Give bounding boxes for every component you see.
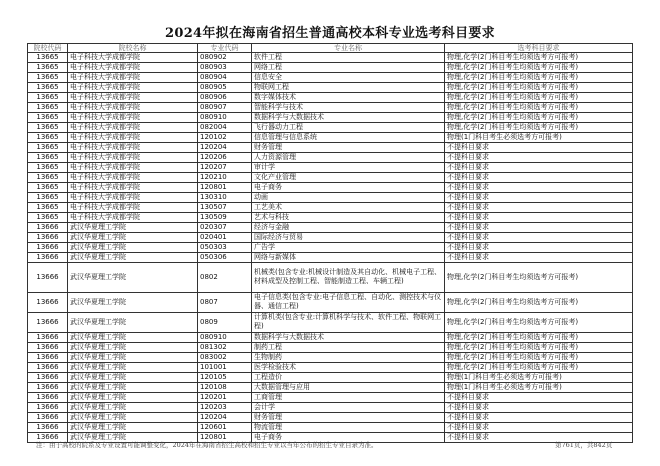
major-code-cell: 120801 (198, 432, 252, 442)
major-code-cell: 083002 (198, 352, 252, 362)
table-row (28, 173, 633, 183)
school-name-cell: 武汉华夏理工学院 (68, 263, 198, 293)
requirements-table (27, 43, 633, 443)
table-row (28, 213, 633, 223)
major-code-cell: 081302 (198, 342, 252, 352)
school-code-cell: 13666 (28, 233, 68, 243)
school-name-cell: 电子科技大学成都学院 (68, 203, 198, 213)
table-row (28, 113, 633, 123)
requirement-cell: 物理(1门科目考生必须选考方可报考) (445, 133, 633, 143)
table-row (28, 332, 633, 342)
major-code-cell: 120102 (198, 133, 252, 143)
requirement-cell: 不提科目要求 (445, 143, 633, 153)
major-code-cell: 0809 (198, 312, 252, 332)
school-name-cell: 武汉华夏理工学院 (68, 332, 198, 342)
school-code-cell: 13665 (28, 153, 68, 163)
table-row (28, 352, 633, 362)
requirement-cell: 不提科目要求 (445, 422, 633, 432)
requirement-cell: 物理(1门科目考生必须选考方可报考) (445, 382, 633, 392)
major-name-cell: 医学检验技术 (252, 362, 445, 372)
school-name-cell: 武汉华夏理工学院 (68, 382, 198, 392)
school-name-cell: 武汉华夏理工学院 (68, 243, 198, 253)
major-name-cell: 物流管理 (252, 422, 445, 432)
major-code-cell: 080905 (198, 83, 252, 93)
school-code-cell: 13666 (28, 342, 68, 352)
major-code-cell: 120207 (198, 163, 252, 173)
requirement-cell: 物理,化学(2门科目考生均须选考方可报考) (445, 53, 633, 63)
major-name-cell: 电子商务 (252, 432, 445, 442)
school-code-cell: 13665 (28, 63, 68, 73)
major-name-cell: 国际经济与贸易 (252, 233, 445, 243)
table-row (28, 133, 633, 143)
major-name-cell: 数据科学与大数据技术 (252, 113, 445, 123)
table-row (28, 53, 633, 63)
school-name-cell: 电子科技大学成都学院 (68, 173, 198, 183)
school-name-cell: 武汉华夏理工学院 (68, 253, 198, 263)
major-code-cell: 080907 (198, 103, 252, 113)
major-name-cell: 网络与新媒体 (252, 253, 445, 263)
table-row (28, 243, 633, 253)
school-name-cell: 武汉华夏理工学院 (68, 223, 198, 233)
school-name-cell: 武汉华夏理工学院 (68, 352, 198, 362)
school-code-cell: 13665 (28, 53, 68, 63)
school-code-cell: 13665 (28, 103, 68, 113)
table-body (28, 53, 633, 443)
major-name-cell: 生物制药 (252, 352, 445, 362)
major-code-cell: 120203 (198, 402, 252, 412)
major-code-cell: 120206 (198, 153, 252, 163)
header-school-name: 院校名称 (68, 44, 198, 53)
school-name-cell: 电子科技大学成都学院 (68, 63, 198, 73)
requirement-cell: 不提科目要求 (445, 392, 633, 402)
major-code-cell: 082004 (198, 123, 252, 133)
major-code-cell: 080904 (198, 73, 252, 83)
table-row (28, 73, 633, 83)
major-name-cell: 会计学 (252, 402, 445, 412)
major-code-cell: 050303 (198, 243, 252, 253)
major-name-cell: 数据科学与大数据技术 (252, 332, 445, 342)
major-code-cell: 080902 (198, 53, 252, 63)
school-name-cell: 电子科技大学成都学院 (68, 193, 198, 203)
requirement-cell: 不提科目要求 (445, 203, 633, 213)
table-row (28, 253, 633, 263)
major-code-cell: 080903 (198, 63, 252, 73)
school-code-cell: 13665 (28, 173, 68, 183)
requirement-cell: 物理,化学(2门科目考生均须选考方可报考) (445, 312, 633, 332)
requirement-cell: 物理(1门科目考生必须选考方可报考) (445, 372, 633, 382)
school-name-cell: 武汉华夏理工学院 (68, 362, 198, 372)
requirement-cell: 不提科目要求 (445, 233, 633, 243)
school-code-cell: 13665 (28, 83, 68, 93)
school-name-cell: 电子科技大学成都学院 (68, 183, 198, 193)
major-name-cell: 电子商务 (252, 183, 445, 193)
major-code-cell: 101001 (198, 362, 252, 372)
requirement-cell: 物理,化学(2门科目考生均须选考方可报考) (445, 352, 633, 362)
table-row (28, 372, 633, 382)
major-code-cell: 120801 (198, 183, 252, 193)
school-name-cell: 武汉华夏理工学院 (68, 392, 198, 402)
school-code-cell: 13666 (28, 382, 68, 392)
header-major-name: 专业名称 (252, 44, 445, 53)
school-code-cell: 13665 (28, 73, 68, 83)
table-row (28, 362, 633, 372)
school-code-cell: 13665 (28, 143, 68, 153)
school-code-cell: 13665 (28, 193, 68, 203)
major-code-cell: 130310 (198, 193, 252, 203)
requirement-cell: 物理,化学(2门科目考生均须选考方可报考) (445, 93, 633, 103)
school-code-cell: 13665 (28, 123, 68, 133)
school-name-cell: 武汉华夏理工学院 (68, 372, 198, 382)
requirement-cell: 物理,化学(2门科目考生均须选考方可报考) (445, 103, 633, 113)
requirement-cell: 不提科目要求 (445, 193, 633, 203)
major-name-cell: 信息安全 (252, 73, 445, 83)
major-name-cell: 工商管理 (252, 392, 445, 402)
major-code-cell: 0807 (198, 292, 252, 312)
school-code-cell: 13665 (28, 213, 68, 223)
requirement-cell: 不提科目要求 (445, 173, 633, 183)
school-code-cell: 13665 (28, 133, 68, 143)
requirement-cell: 物理,化学(2门科目考生均须选考方可报考) (445, 83, 633, 93)
table-row (28, 203, 633, 213)
major-code-cell: 120201 (198, 392, 252, 402)
school-name-cell: 电子科技大学成都学院 (68, 53, 198, 63)
major-name-cell: 经济与金融 (252, 223, 445, 233)
table-row (28, 193, 633, 203)
school-code-cell: 13666 (28, 292, 68, 312)
school-name-cell: 武汉华夏理工学院 (68, 402, 198, 412)
major-name-cell: 计算机类(包含专业:计算机科学与技术、软件工程、物联网工程) (252, 312, 445, 332)
requirement-cell: 物理,化学(2门科目考生均须选考方可报考) (445, 342, 633, 352)
requirement-cell: 不提科目要求 (445, 223, 633, 233)
school-code-cell: 13666 (28, 432, 68, 442)
table-row (28, 83, 633, 93)
table-row (28, 63, 633, 73)
table-row (28, 153, 633, 163)
major-name-cell: 人力资源管理 (252, 153, 445, 163)
requirement-cell: 不提科目要求 (445, 412, 633, 422)
major-code-cell: 130507 (198, 203, 252, 213)
school-name-cell: 电子科技大学成都学院 (68, 133, 198, 143)
major-code-cell: 020401 (198, 233, 252, 243)
major-code-cell: 050306 (198, 253, 252, 263)
school-name-cell: 电子科技大学成都学院 (68, 163, 198, 173)
school-code-cell: 13666 (28, 223, 68, 233)
major-name-cell: 制药工程 (252, 342, 445, 352)
header-school-code: 院校代码 (28, 44, 68, 53)
major-name-cell: 网络工程 (252, 63, 445, 73)
school-code-cell: 13666 (28, 392, 68, 402)
major-name-cell: 数字媒体技术 (252, 93, 445, 103)
major-name-cell: 广告学 (252, 243, 445, 253)
table-row (28, 422, 633, 432)
school-code-cell: 13666 (28, 352, 68, 362)
major-code-cell: 120204 (198, 143, 252, 153)
school-name-cell: 电子科技大学成都学院 (68, 123, 198, 133)
school-name-cell: 武汉华夏理工学院 (68, 412, 198, 422)
requirement-cell: 物理,化学(2门科目考生均须选考方可报考) (445, 63, 633, 73)
major-name-cell: 工艺美术 (252, 203, 445, 213)
school-name-cell: 电子科技大学成都学院 (68, 143, 198, 153)
school-name-cell: 武汉华夏理工学院 (68, 432, 198, 442)
major-name-cell: 大数据管理与应用 (252, 382, 445, 392)
table-row (28, 103, 633, 113)
table-row (28, 402, 633, 412)
requirement-cell: 物理,化学(2门科目考生均须选考方可报考) (445, 332, 633, 342)
school-name-cell: 电子科技大学成都学院 (68, 153, 198, 163)
major-code-cell: 120108 (198, 382, 252, 392)
major-name-cell: 飞行器动力工程 (252, 123, 445, 133)
major-code-cell: 120601 (198, 422, 252, 432)
school-name-cell: 武汉华夏理工学院 (68, 422, 198, 432)
requirement-cell: 不提科目要求 (445, 432, 633, 442)
major-name-cell: 工程造价 (252, 372, 445, 382)
major-code-cell: 080910 (198, 113, 252, 123)
table-row (28, 412, 633, 422)
school-name-cell: 电子科技大学成都学院 (68, 103, 198, 113)
footnote: 注：由于高校的院系及专业设置可能调整变化，2024年在海南省招生高校和招生专业以当年公布的招生专业目录为准。 (36, 441, 378, 449)
major-code-cell: 120210 (198, 173, 252, 183)
major-code-cell: 0802 (198, 263, 252, 293)
school-code-cell: 13666 (28, 263, 68, 293)
header-major-code: 专业代码 (198, 44, 252, 53)
school-code-cell: 13665 (28, 203, 68, 213)
school-code-cell: 13665 (28, 183, 68, 193)
table-row (28, 392, 633, 402)
major-name-cell: 文化产业管理 (252, 173, 445, 183)
major-name-cell: 审计学 (252, 163, 445, 173)
school-code-cell: 13666 (28, 402, 68, 412)
requirement-cell: 不提科目要求 (445, 163, 633, 173)
school-name-cell: 电子科技大学成都学院 (68, 213, 198, 223)
major-name-cell: 软件工程 (252, 53, 445, 63)
major-name-cell: 艺术与科技 (252, 213, 445, 223)
school-name-cell: 武汉华夏理工学院 (68, 342, 198, 352)
school-code-cell: 13666 (28, 372, 68, 382)
major-name-cell: 动画 (252, 193, 445, 203)
school-name-cell: 武汉华夏理工学院 (68, 233, 198, 243)
requirement-cell: 不提科目要求 (445, 213, 633, 223)
table-row (28, 382, 633, 392)
major-code-cell: 130509 (198, 213, 252, 223)
school-name-cell: 电子科技大学成都学院 (68, 113, 198, 123)
major-code-cell: 080910 (198, 332, 252, 342)
table-row (28, 263, 633, 293)
table-row (28, 123, 633, 133)
major-name-cell: 信息管理与信息系统 (252, 133, 445, 143)
requirement-cell: 不提科目要求 (445, 402, 633, 412)
table-row (28, 312, 633, 332)
requirement-cell: 物理,化学(2门科目考生均须选考方可报考) (445, 113, 633, 123)
table-row (28, 342, 633, 352)
requirement-cell: 物理,化学(2门科目考生均须选考方可报考) (445, 263, 633, 293)
school-code-cell: 13666 (28, 243, 68, 253)
major-name-cell: 智能科学与技术 (252, 103, 445, 113)
school-name-cell: 武汉华夏理工学院 (68, 292, 198, 312)
requirement-cell: 物理,化学(2门科目考生均须选考方可报考) (445, 73, 633, 83)
school-code-cell: 13666 (28, 422, 68, 432)
school-name-cell: 武汉华夏理工学院 (68, 312, 198, 332)
school-code-cell: 13665 (28, 113, 68, 123)
requirement-cell: 物理,化学(2门科目考生均须选考方可报考) (445, 362, 633, 372)
school-code-cell: 13666 (28, 312, 68, 332)
table-row (28, 183, 633, 193)
major-name-cell: 财务管理 (252, 412, 445, 422)
major-name-cell: 机械类(包含专业:机械设计制造及其自动化、机械电子工程、材料成型及控制工程、智能制造工程、车辆工程) (252, 263, 445, 293)
major-name-cell: 财务管理 (252, 143, 445, 153)
requirement-cell: 物理,化学(2门科目考生均须选考方可报考) (445, 123, 633, 133)
major-code-cell: 120204 (198, 412, 252, 422)
requirement-cell: 不提科目要求 (445, 153, 633, 163)
requirement-cell: 不提科目要求 (445, 253, 633, 263)
page-title: 2024年拟在海南省招生普通高校本科专业选考科目要求 (165, 26, 495, 41)
major-code-cell: 120105 (198, 372, 252, 382)
requirement-cell: 不提科目要求 (445, 183, 633, 193)
requirement-cell: 不提科目要求 (445, 243, 633, 253)
school-code-cell: 13666 (28, 362, 68, 372)
school-code-cell: 13666 (28, 332, 68, 342)
table-row (28, 143, 633, 153)
school-name-cell: 电子科技大学成都学院 (68, 73, 198, 83)
major-code-cell: 080906 (198, 93, 252, 103)
table-row (28, 93, 633, 103)
school-name-cell: 电子科技大学成都学院 (68, 83, 198, 93)
page-indicator: 第761页，共842页 (555, 441, 613, 449)
table-row (28, 292, 633, 312)
table-row (28, 163, 633, 173)
school-code-cell: 13666 (28, 412, 68, 422)
table-row (28, 223, 633, 233)
header-requirement: 选考科目要求 (445, 44, 633, 53)
school-code-cell: 13665 (28, 163, 68, 173)
requirement-cell: 物理,化学(2门科目考生均须选考方可报考) (445, 292, 633, 312)
table-header-row (28, 44, 633, 53)
major-name-cell: 物联网工程 (252, 83, 445, 93)
major-code-cell: 020307 (198, 223, 252, 233)
table-row (28, 233, 633, 243)
school-code-cell: 13666 (28, 253, 68, 263)
major-name-cell: 电子信息类(包含专业:电子信息工程、自动化、测控技术与仪器、通信工程) (252, 292, 445, 312)
school-code-cell: 13665 (28, 93, 68, 103)
school-name-cell: 电子科技大学成都学院 (68, 93, 198, 103)
